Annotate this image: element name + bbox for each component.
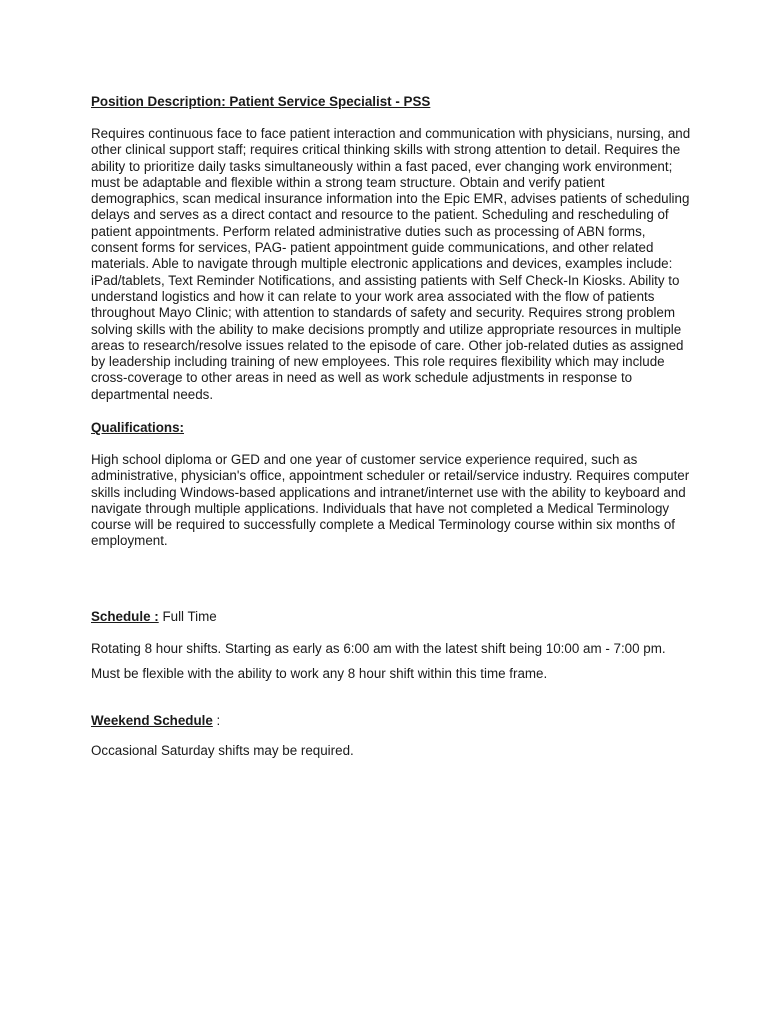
document-title: Position Description: Patient Service Specialist - PSS	[91, 94, 431, 109]
weekend-schedule-suffix: :	[212, 713, 221, 728]
schedule-line	[91, 609, 217, 624]
position-description-paragraph: Requires continuous face to face patient interaction and communication with physicians, nursing, and other clinical support staff; requires critical thinking skills with strong attention to detail. Requires the ability to prioritize daily tasks simultaneously within a fast paced, ever changing work environment; must be adaptable and flexible within a strong team structure. Obtain and verify patient demographics, scan medical insurance information into the Epic EMR, advises patients of scheduling delays and serves as a direct contact and resource to the patient. Scheduling and rescheduling of patient appointments. Perform related administrative duties such as processing of ABN forms, consent forms for services, PAG- patient appointment guide communications, and other related materials. Able to navigate through multiple electronic applications and devices, examples include: iPad/tablets, Text Reminder Notifications, and assisting patients with Self Check-In Kiosks. Ability to understand logistics and how it can relate to your work area associated with the flow of patients throughout Mayo Clinic; with attention to standards of safety and security. Requires strong problem solving skills with the ability to make decisions promptly and utilize appropriate resources in multiple areas to research/resolve issues related to the episode of care. Other job-related duties as assigned by leadership including training of new employees. This role requires flexibility which may include cross-coverage to other areas in need as well as work schedule adjustments in response to departmental needs.	[91, 126, 691, 402]
qualifications-paragraph: High school diploma or GED and one year of customer service experience required, such as administrative, physician's office, appointment scheduler or retail/service industry. Requires computer skills including Windows-based applications and intranet/internet use with the ability to keyboard and navigate through multiple applications. Individuals that have not completed a Medical Terminology course will be required to successfully complete a Medical Terminology course within six months of employment.	[91, 452, 690, 549]
qualifications-heading: Qualifications:	[91, 420, 185, 435]
schedule-paragraph: Rotating 8 hour shifts. Starting as early as 6:00 am with the latest shift being 10:00 am - 7:00 pm. Must be flexible with the ability to work any 8 hour shift within this time frame.	[91, 641, 666, 681]
schedule-value: Full Time	[158, 609, 217, 624]
weekend-schedule-line	[91, 713, 220, 728]
weekend-schedule-label: Weekend Schedule	[91, 713, 213, 728]
weekend-schedule-paragraph: Occasional Saturday shifts may be required.	[91, 743, 354, 758]
schedule-label: Schedule :	[91, 609, 159, 624]
